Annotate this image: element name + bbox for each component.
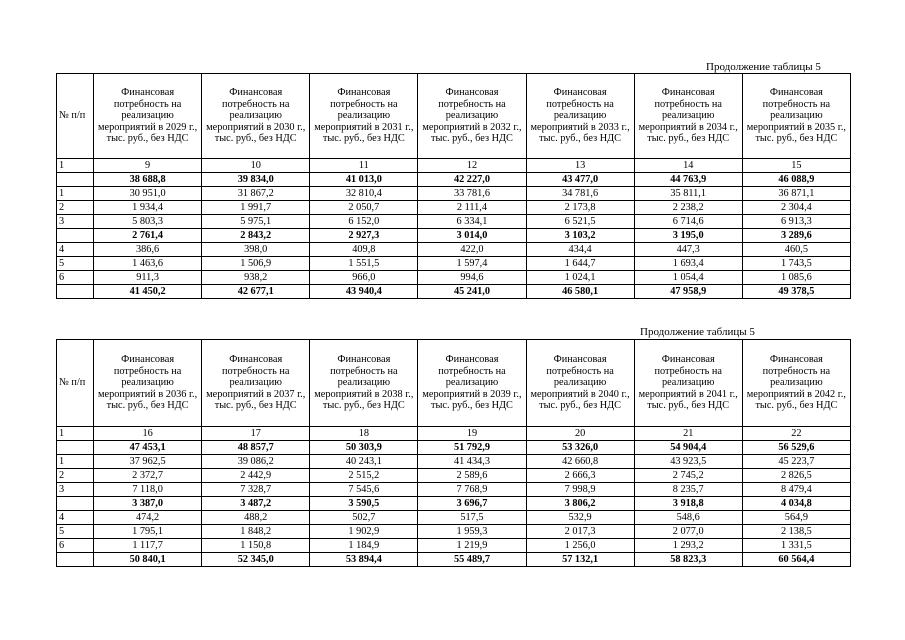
table-row — [57, 201, 851, 215]
value-cell: 1 991,7 — [202, 201, 310, 215]
row-number-cell — [57, 497, 94, 511]
row-number-cell: 2 — [57, 469, 94, 483]
value-cell: 30 951,0 — [94, 187, 202, 201]
column-header-year-3: Финансовая потребность на реализацию мероприятий в 2031 г., тыс. руб., без НДС — [310, 74, 418, 159]
column-header-year-2: Финансовая потребность на реализацию мероприятий в 2037 г., тыс. руб., без НДС — [202, 340, 310, 427]
subtotal-row — [57, 285, 851, 299]
value-cell: 1 934,4 — [94, 201, 202, 215]
table-2-caption: Продолжение таблицы 5 — [640, 326, 755, 338]
column-header-year-2: Финансовая потребность на реализацию мероприятий в 2030 г., тыс. руб., без НДС — [202, 74, 310, 159]
value-cell: 36 871,1 — [742, 187, 850, 201]
value-cell: 517,5 — [418, 511, 526, 525]
value-cell: 502,7 — [310, 511, 418, 525]
value-cell: 35 811,1 — [634, 187, 742, 201]
value-cell: 37 962,5 — [94, 455, 202, 469]
subtotal-row — [57, 497, 851, 511]
row-number-cell: 3 — [57, 483, 94, 497]
row-number-cell — [57, 441, 94, 455]
value-cell: 3 289,6 — [742, 229, 850, 243]
value-cell: 22 — [742, 427, 850, 441]
value-cell: 1 644,7 — [526, 257, 634, 271]
value-cell: 1 293,2 — [634, 539, 742, 553]
value-cell: 6 521,5 — [526, 215, 634, 229]
value-cell: 16 — [94, 427, 202, 441]
value-cell: 45 241,0 — [418, 285, 526, 299]
column-header-year-4: Финансовая потребность на реализацию мероприятий в 2032 г., тыс. руб., без НДС — [418, 74, 526, 159]
value-cell: 434,4 — [526, 243, 634, 257]
value-cell: 1 117,7 — [94, 539, 202, 553]
value-cell: 39 834,0 — [202, 173, 310, 187]
value-cell: 2 442,9 — [202, 469, 310, 483]
row-number-cell: 1 — [57, 187, 94, 201]
value-cell: 2 515,2 — [310, 469, 418, 483]
value-cell: 2 304,4 — [742, 201, 850, 215]
row-number-cell — [57, 173, 94, 187]
value-cell: 2 826,5 — [742, 469, 850, 483]
value-cell: 398,0 — [202, 243, 310, 257]
value-cell: 9 — [94, 159, 202, 173]
value-cell: 33 781,6 — [418, 187, 526, 201]
value-cell: 3 195,0 — [634, 229, 742, 243]
value-cell: 4 034,8 — [742, 497, 850, 511]
value-cell: 1 693,4 — [634, 257, 742, 271]
value-cell: 6 913,3 — [742, 215, 850, 229]
row-number-cell: 6 — [57, 271, 94, 285]
value-cell: 3 806,2 — [526, 497, 634, 511]
column-header-number: № п/п — [57, 340, 94, 427]
value-cell: 966,0 — [310, 271, 418, 285]
value-cell: 2 589,6 — [418, 469, 526, 483]
value-cell: 47 958,9 — [634, 285, 742, 299]
value-cell: 34 781,6 — [526, 187, 634, 201]
table-1-caption: Продолжение таблицы 5 — [706, 61, 821, 73]
value-cell: 8 235,7 — [634, 483, 742, 497]
value-cell: 47 453,1 — [94, 441, 202, 455]
value-cell: 42 660,8 — [526, 455, 634, 469]
table-row — [57, 469, 851, 483]
value-cell: 53 894,4 — [310, 553, 418, 567]
value-cell: 31 867,2 — [202, 187, 310, 201]
value-cell: 1 256,0 — [526, 539, 634, 553]
value-cell: 7 328,7 — [202, 483, 310, 497]
value-cell: 1 150,8 — [202, 539, 310, 553]
value-cell: 2 050,7 — [310, 201, 418, 215]
table-row — [57, 215, 851, 229]
value-cell: 6 334,1 — [418, 215, 526, 229]
row-number-cell: 1 — [57, 455, 94, 469]
row-number-cell: 1 — [57, 427, 94, 441]
value-cell: 911,3 — [94, 271, 202, 285]
table-header-row — [57, 74, 851, 159]
value-cell: 3 387,0 — [94, 497, 202, 511]
value-cell: 548,6 — [634, 511, 742, 525]
value-cell: 57 132,1 — [526, 553, 634, 567]
table-row — [57, 455, 851, 469]
value-cell: 50 840,1 — [94, 553, 202, 567]
table-row — [57, 539, 851, 553]
value-cell: 55 489,7 — [418, 553, 526, 567]
value-cell: 53 326,0 — [526, 441, 634, 455]
table-row — [57, 271, 851, 285]
value-cell: 409,8 — [310, 243, 418, 257]
subtotal-row — [57, 229, 851, 243]
column-index-row — [57, 159, 851, 173]
value-cell: 52 345,0 — [202, 553, 310, 567]
value-cell: 1 902,9 — [310, 525, 418, 539]
table-row — [57, 243, 851, 257]
value-cell: 43 940,4 — [310, 285, 418, 299]
table-header-row — [57, 340, 851, 427]
value-cell: 422,0 — [418, 243, 526, 257]
value-cell: 8 479,4 — [742, 483, 850, 497]
column-header-year-6: Финансовая потребность на реализацию мероприятий в 2034 г., тыс. руб., без НДС — [634, 74, 742, 159]
table-body — [57, 159, 851, 299]
value-cell: 474,2 — [94, 511, 202, 525]
table-body — [57, 427, 851, 567]
value-cell: 38 688,8 — [94, 173, 202, 187]
row-number-cell: 3 — [57, 215, 94, 229]
table-row — [57, 511, 851, 525]
value-cell: 20 — [526, 427, 634, 441]
value-cell: 54 904,4 — [634, 441, 742, 455]
value-cell: 1 743,5 — [742, 257, 850, 271]
value-cell: 15 — [742, 159, 850, 173]
value-cell: 12 — [418, 159, 526, 173]
column-header-year-7: Финансовая потребность на реализацию мероприятий в 2042 г., тыс. руб., без НДС — [742, 340, 850, 427]
row-number-cell: 4 — [57, 511, 94, 525]
value-cell: 2 238,2 — [634, 201, 742, 215]
value-cell: 1 184,9 — [310, 539, 418, 553]
value-cell: 1 551,5 — [310, 257, 418, 271]
value-cell: 1 085,6 — [742, 271, 850, 285]
value-cell: 6 714,6 — [634, 215, 742, 229]
table-row — [57, 483, 851, 497]
value-cell: 1 848,2 — [202, 525, 310, 539]
value-cell: 50 303,9 — [310, 441, 418, 455]
value-cell: 994,6 — [418, 271, 526, 285]
value-cell: 32 810,4 — [310, 187, 418, 201]
value-cell: 5 803,3 — [94, 215, 202, 229]
row-number-cell — [57, 553, 94, 567]
column-header-year-5: Финансовая потребность на реализацию мероприятий в 2040 г., тыс. руб., без НДС — [526, 340, 634, 427]
value-cell: 2 843,2 — [202, 229, 310, 243]
column-header-year-1: Финансовая потребность на реализацию мероприятий в 2029 г., тыс. руб., без НДС — [94, 74, 202, 159]
value-cell: 21 — [634, 427, 742, 441]
value-cell: 532,9 — [526, 511, 634, 525]
value-cell: 1 795,1 — [94, 525, 202, 539]
value-cell: 39 086,2 — [202, 455, 310, 469]
value-cell: 1 219,9 — [418, 539, 526, 553]
value-cell: 3 696,7 — [418, 497, 526, 511]
value-cell: 2 372,7 — [94, 469, 202, 483]
value-cell: 13 — [526, 159, 634, 173]
row-number-cell: 5 — [57, 257, 94, 271]
value-cell: 18 — [310, 427, 418, 441]
value-cell: 2 173,8 — [526, 201, 634, 215]
value-cell: 2 761,4 — [94, 229, 202, 243]
value-cell: 44 763,9 — [634, 173, 742, 187]
subtotal-row — [57, 441, 851, 455]
value-cell: 564,9 — [742, 511, 850, 525]
value-cell: 41 013,0 — [310, 173, 418, 187]
row-number-cell: 4 — [57, 243, 94, 257]
value-cell: 2 927,3 — [310, 229, 418, 243]
value-cell: 1 959,3 — [418, 525, 526, 539]
value-cell: 2 017,3 — [526, 525, 634, 539]
table-row — [57, 187, 851, 201]
value-cell: 2 111,4 — [418, 201, 526, 215]
column-header-year-1: Финансовая потребность на реализацию мероприятий в 2036 г., тыс. руб., без НДС — [94, 340, 202, 427]
value-cell: 1 506,9 — [202, 257, 310, 271]
financial-table-2036-2042 — [56, 339, 851, 567]
value-cell: 7 545,6 — [310, 483, 418, 497]
value-cell: 1 463,6 — [94, 257, 202, 271]
value-cell: 41 434,3 — [418, 455, 526, 469]
value-cell: 7 118,0 — [94, 483, 202, 497]
value-cell: 48 857,7 — [202, 441, 310, 455]
value-cell: 3 487,2 — [202, 497, 310, 511]
value-cell: 46 088,9 — [742, 173, 850, 187]
value-cell: 2 077,0 — [634, 525, 742, 539]
value-cell: 3 590,5 — [310, 497, 418, 511]
column-index-row — [57, 427, 851, 441]
value-cell: 7 768,9 — [418, 483, 526, 497]
value-cell: 1 597,4 — [418, 257, 526, 271]
financial-table-2029-2035 — [56, 73, 851, 299]
column-header-number: № п/п — [57, 74, 94, 159]
value-cell: 51 792,9 — [418, 441, 526, 455]
value-cell: 5 975,1 — [202, 215, 310, 229]
table-row — [57, 257, 851, 271]
value-cell: 386,6 — [94, 243, 202, 257]
column-header-year-4: Финансовая потребность на реализацию мероприятий в 2039 г., тыс. руб., без НДС — [418, 340, 526, 427]
value-cell: 19 — [418, 427, 526, 441]
value-cell: 40 243,1 — [310, 455, 418, 469]
value-cell: 938,2 — [202, 271, 310, 285]
value-cell: 2 666,3 — [526, 469, 634, 483]
value-cell: 43 477,0 — [526, 173, 634, 187]
table-row — [57, 525, 851, 539]
row-number-cell — [57, 285, 94, 299]
value-cell: 49 378,5 — [742, 285, 850, 299]
value-cell: 6 152,0 — [310, 215, 418, 229]
value-cell: 447,3 — [634, 243, 742, 257]
column-header-year-6: Финансовая потребность на реализацию мероприятий в 2041 г., тыс. руб., без НДС — [634, 340, 742, 427]
column-header-year-3: Финансовая потребность на реализацию мероприятий в 2038 г., тыс. руб., без НДС — [310, 340, 418, 427]
value-cell: 488,2 — [202, 511, 310, 525]
value-cell: 41 450,2 — [94, 285, 202, 299]
value-cell: 1 024,1 — [526, 271, 634, 285]
value-cell: 42 227,0 — [418, 173, 526, 187]
row-number-cell: 1 — [57, 159, 94, 173]
column-header-year-5: Финансовая потребность на реализацию мероприятий в 2033 г., тыс. руб., без НДС — [526, 74, 634, 159]
value-cell: 58 823,3 — [634, 553, 742, 567]
subtotal-row — [57, 173, 851, 187]
row-number-cell — [57, 229, 94, 243]
value-cell: 17 — [202, 427, 310, 441]
value-cell: 45 223,7 — [742, 455, 850, 469]
value-cell: 56 529,6 — [742, 441, 850, 455]
value-cell: 7 998,9 — [526, 483, 634, 497]
column-header-year-7: Финансовая потребность на реализацию мероприятий в 2035 г., тыс. руб., без НДС — [742, 74, 850, 159]
value-cell: 3 918,8 — [634, 497, 742, 511]
value-cell: 1 054,4 — [634, 271, 742, 285]
value-cell: 1 331,5 — [742, 539, 850, 553]
value-cell: 10 — [202, 159, 310, 173]
value-cell: 14 — [634, 159, 742, 173]
value-cell: 43 923,5 — [634, 455, 742, 469]
value-cell: 460,5 — [742, 243, 850, 257]
subtotal-row — [57, 553, 851, 567]
row-number-cell: 2 — [57, 201, 94, 215]
row-number-cell: 5 — [57, 525, 94, 539]
value-cell: 46 580,1 — [526, 285, 634, 299]
value-cell: 3 103,2 — [526, 229, 634, 243]
value-cell: 11 — [310, 159, 418, 173]
row-number-cell: 6 — [57, 539, 94, 553]
value-cell: 60 564,4 — [742, 553, 850, 567]
value-cell: 2 138,5 — [742, 525, 850, 539]
value-cell: 3 014,0 — [418, 229, 526, 243]
value-cell: 42 677,1 — [202, 285, 310, 299]
value-cell: 2 745,2 — [634, 469, 742, 483]
